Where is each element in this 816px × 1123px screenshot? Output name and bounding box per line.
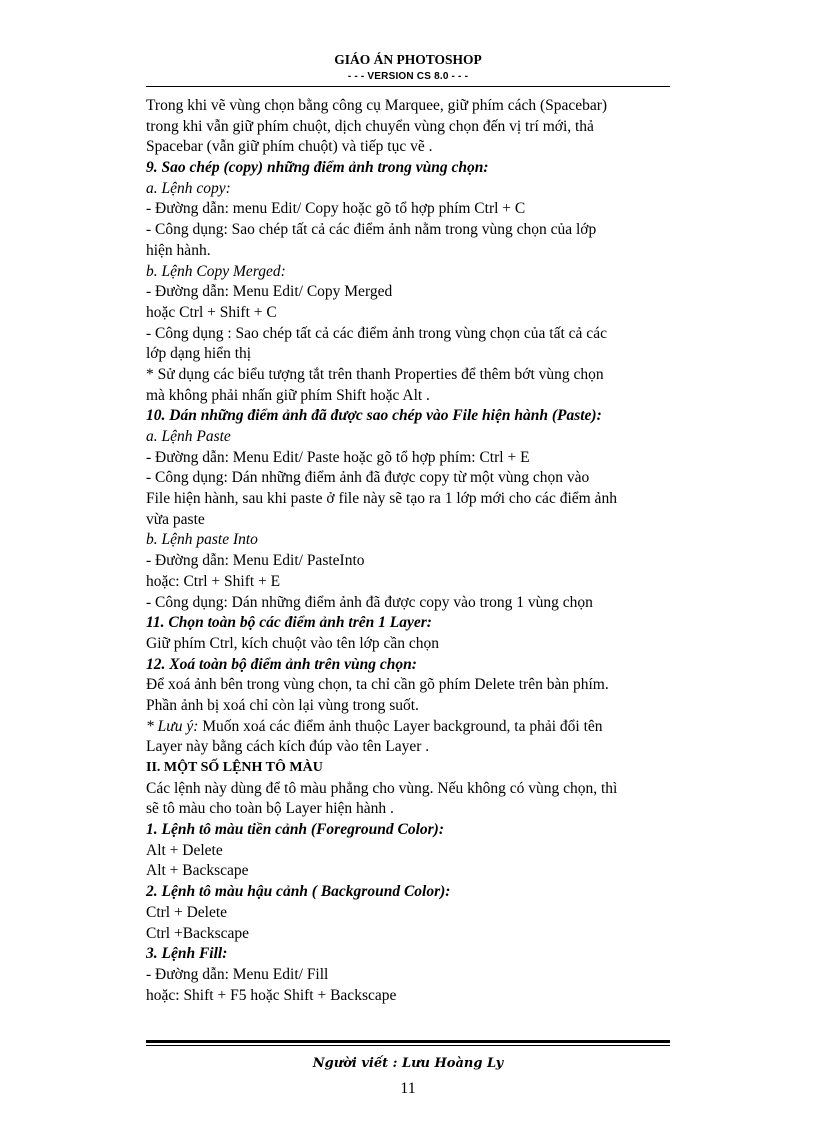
text-line	[146, 468, 676, 489]
text-line	[146, 965, 676, 986]
text-line	[146, 799, 676, 820]
text-line	[146, 96, 676, 117]
section-heading	[146, 613, 676, 634]
line-text: 9. Sao chép (copy) những điểm ảnh trong vùng chọn:	[146, 159, 489, 177]
document-body	[146, 96, 676, 1006]
footer-author: Người viết : Lưu Hoàng Ly	[312, 1056, 504, 1071]
text-line	[146, 324, 676, 345]
line-text: - Công dụng: Dán những điểm ảnh đã được copy vào trong 1 vùng chọn	[146, 593, 593, 611]
line-text: File hiện hành, sau khi paste ở file này sẽ tạo ra 1 lớp mới cho các điểm ảnh	[146, 490, 617, 508]
text-line	[146, 117, 676, 138]
text-line	[146, 386, 676, 407]
page-number: 11	[400, 1080, 416, 1097]
line-text: - Đường dẫn: Menu Edit/ Paste hoặc gõ tổ hợp phím: Ctrl + E	[146, 448, 530, 466]
document-title: GIÁO ÁN PHOTOSHOP	[334, 52, 482, 67]
line-text: * Sử dụng các biểu tượng tắt trên thanh Properties để thêm bớt vùng chọn	[146, 365, 604, 383]
document-subtitle: - - - VERSION CS 8.0 - - -	[347, 71, 469, 82]
chapter-heading	[146, 758, 676, 779]
text-line	[146, 903, 676, 924]
section-heading	[146, 406, 676, 427]
line-text: Để xoá ảnh bên trong vùng chọn, ta chỉ cần gõ phím Delete trên bàn phím.	[146, 676, 609, 694]
section-heading	[146, 820, 676, 841]
text-line	[146, 696, 676, 717]
text-line	[146, 593, 676, 614]
section-heading	[146, 158, 676, 179]
line-text: vừa paste	[146, 510, 205, 528]
line-text: Layer này bằng cách kích đúp vào tên Layer .	[146, 738, 430, 756]
line-text: Các lệnh này dùng để tô màu phẳng cho vùng. Nếu không có vùng chọn, thì	[146, 779, 618, 797]
text-line	[146, 510, 676, 531]
line-text: Phần ảnh bị xoá chỉ còn lại vùng trong suốt.	[146, 696, 419, 714]
line-text: 2. Lệnh tô màu hậu cảnh ( Background Color):	[146, 883, 451, 901]
text-line	[146, 737, 676, 758]
text-line	[146, 303, 676, 324]
line-text: mà không phải nhấn giữ phím Shift hoặc Alt .	[146, 386, 430, 404]
line-text: hoặc Ctrl + Shift + C	[146, 303, 277, 321]
line-text: trong khi vẫn giữ phím chuột, dịch chuyển vùng chọn đến vị trí mới, thả	[146, 117, 594, 135]
section-heading	[146, 882, 676, 903]
line-text: a. Lệnh copy:	[146, 179, 231, 197]
note-line	[146, 717, 676, 738]
line-text: Spacebar (vẫn giữ phím chuột) và tiếp tục vẽ .	[146, 138, 433, 156]
section-heading	[146, 944, 676, 965]
subsection-heading	[146, 179, 676, 200]
text-line	[146, 924, 676, 945]
line-text: 10. Dán những điểm ảnh đã được sao chép vào File hiện hành (Paste):	[146, 407, 602, 425]
text-line	[146, 779, 676, 800]
text-line	[146, 572, 676, 593]
note-label: * Lưu ý:	[146, 717, 203, 735]
text-line	[146, 634, 676, 655]
text-line	[146, 489, 676, 510]
footer-divider-thin	[146, 1045, 670, 1046]
footer-divider-thick	[146, 1040, 670, 1043]
text-line	[146, 344, 676, 365]
line-text: 11. Chọn toàn bộ các điểm ảnh trên 1 Layer:	[146, 614, 432, 632]
line-text: Ctrl +Backscape	[146, 924, 249, 942]
text-line	[146, 986, 676, 1007]
text-line	[146, 841, 676, 862]
text-line	[146, 199, 676, 220]
line-text: II. MỘT SỐ LỆNH TÔ MÀU	[146, 760, 323, 775]
line-text: Alt + Delete	[146, 841, 223, 859]
line-text: hiện hành.	[146, 241, 211, 259]
line-text: Alt + Backscape	[146, 862, 249, 880]
line-text: b. Lệnh paste Into	[146, 531, 258, 549]
text-line	[146, 448, 676, 469]
line-text: Trong khi vẽ vùng chọn bằng công cụ Marquee, giữ phím cách (Spacebar)	[146, 97, 608, 114]
line-text: lớp dạng hiển thị	[146, 345, 252, 363]
line-text: - Công dụng : Sao chép tất cả các điểm ảnh trong vùng chọn của tất cả các	[146, 324, 607, 342]
line-text: - Đường dẫn: Menu Edit/ PasteInto	[146, 552, 365, 570]
text-line	[146, 241, 676, 262]
line-text: hoặc: Ctrl + Shift + E	[146, 572, 281, 590]
line-text: 3. Lệnh Fill:	[146, 945, 228, 963]
subsection-heading	[146, 530, 676, 551]
text-line	[146, 675, 676, 696]
text-line	[146, 282, 676, 303]
text-line	[146, 137, 676, 158]
line-text: hoặc: Shift + F5 hoặc Shift + Backscape	[146, 986, 397, 1004]
line-text: - Đường dẫn: Menu Edit/ Fill	[146, 965, 329, 983]
line-text: a. Lệnh Paste	[146, 428, 231, 445]
text-line	[146, 551, 676, 572]
subsection-heading	[146, 262, 676, 283]
line-text: Giữ phím Ctrl, kích chuột vào tên lớp cần chọn	[146, 634, 439, 652]
line-text: - Đường dẫn: menu Edit/ Copy hoặc gõ tổ hợp phím Ctrl + C	[146, 200, 526, 218]
line-text: 12. Xoá toàn bộ điểm ảnh trên vùng chọn:	[146, 655, 417, 673]
line-text: - Công dụng: Sao chép tất cả các điểm ảnh nằm trong vùng chọn của lớp	[146, 221, 597, 239]
text-line	[146, 861, 676, 882]
line-text: sẽ tô màu cho toàn bộ Layer hiện hành .	[146, 800, 394, 818]
text-line	[146, 365, 676, 386]
header-divider	[146, 86, 670, 87]
line-text: - Công dụng: Dán những điểm ảnh đã được copy từ một vùng chọn vào	[146, 469, 590, 487]
line-text: b. Lệnh Copy Merged:	[146, 262, 286, 280]
subsection-heading	[146, 427, 676, 448]
line-text: - Đường dẫn: Menu Edit/ Copy Merged	[146, 283, 393, 301]
line-text: 1. Lệnh tô màu tiền cảnh (Foreground Color):	[146, 821, 444, 839]
text-line	[146, 220, 676, 241]
line-text: Muốn xoá các điểm ảnh thuộc Layer background, ta phải đổi tên	[202, 717, 603, 735]
section-heading	[146, 655, 676, 676]
line-text: Ctrl + Delete	[146, 903, 228, 921]
